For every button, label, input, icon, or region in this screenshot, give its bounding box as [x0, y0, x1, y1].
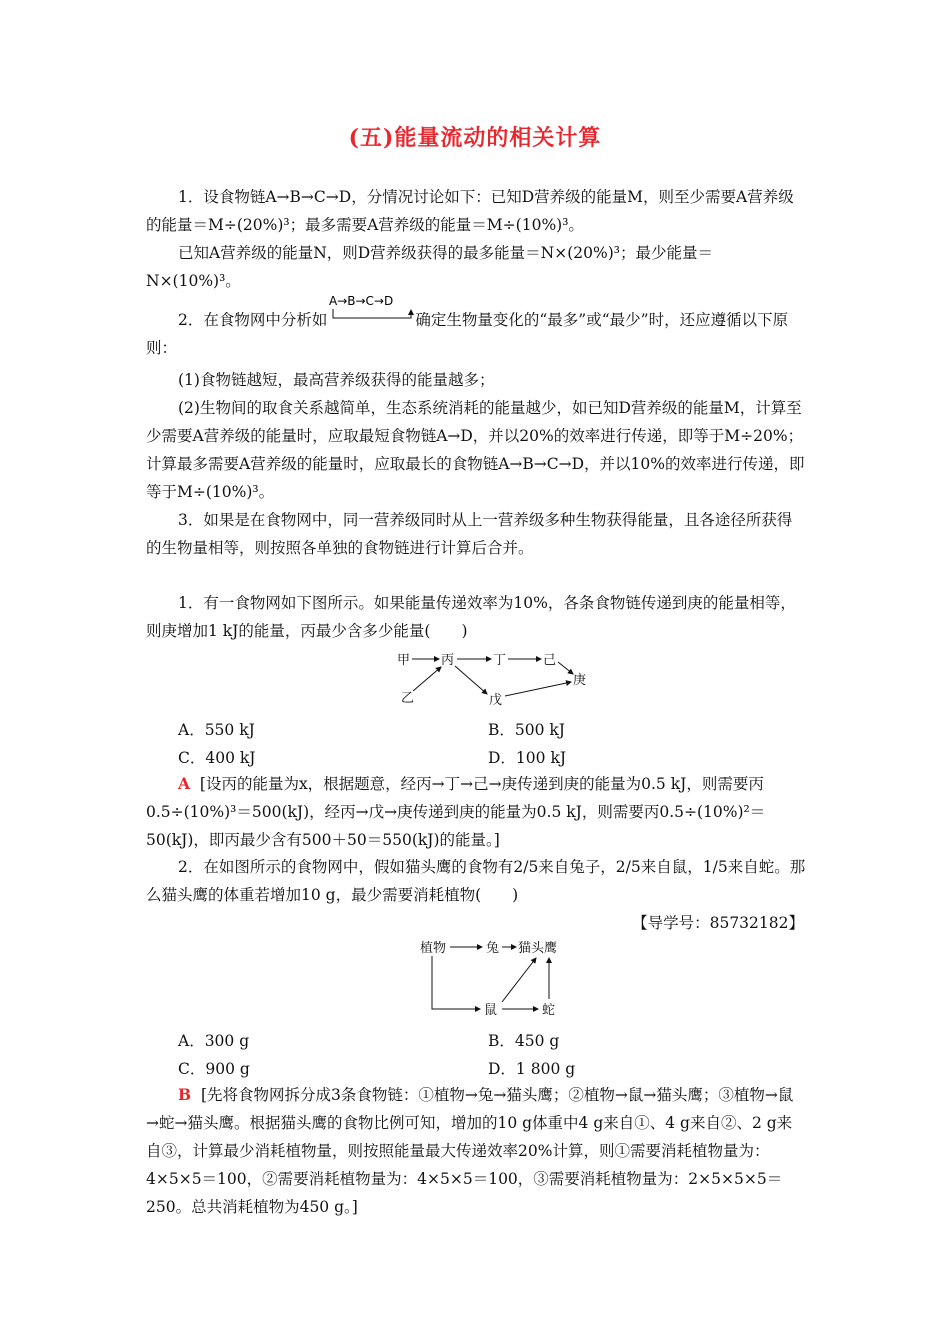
q2-node-mouse: 鼠	[484, 1003, 498, 1018]
rule-2-1: (1)食物链越短，最高营养级获得的能量越多；	[178, 371, 495, 389]
q1-explanation: [设丙的能量为x，根据题意，经丙→丁→己→庚传递到庚的能量为0.5 kJ，则需要丙0.5÷(10%)³＝500(kJ)，经丙→戊→庚传递到庚的能量为0.5 kJ，则需要丙0.5÷(10%)²＝50(kJ)，即丙最少含有500＋50＝550(kJ)的能量。]	[146, 775, 766, 849]
rule-1b: 已知A营养级的能量N，则D营养级获得的最多能量＝N×(20%)³；最少能量＝N×(10%)³。	[146, 244, 713, 290]
page-title: (五)能量流动的相关计算	[348, 125, 602, 151]
q1-node-ji: 己	[543, 653, 557, 668]
q1-food-web-diagram	[395, 648, 595, 708]
q2-option-d: D．1 800 g	[488, 1060, 576, 1078]
abcd-chain-label: A→B→C→D	[329, 294, 394, 308]
q1-answer: A	[178, 774, 191, 793]
rule-2	[146, 294, 806, 362]
rule-2-diagram	[327, 294, 415, 327]
q2-option-a: A．300 g	[178, 1032, 250, 1050]
q2-node-owl: 猫头鹰	[518, 941, 558, 956]
q1-node-bing: 丙	[441, 653, 455, 668]
q1-node-ding: 丁	[493, 653, 507, 668]
q2-answer: B	[178, 1085, 192, 1104]
rule-2-suffix: 确定生物量变化的“最多”或“最少”时，还应遵循以下原则：	[146, 311, 789, 357]
q2-stem: 2．在如图所示的食物网中，假如猫头鹰的食物有2/5来自兔子，2/5来自鼠，1/5来自蛇。那么猫头鹰的体重若增加10 g，最少需要消耗植物( )	[146, 858, 806, 904]
q1-option-c: C．400 kJ	[178, 749, 256, 767]
q2-answer-block	[146, 1081, 806, 1221]
guide-number: 【导学号：85732182】	[632, 914, 804, 932]
rule-2-prefix: 2．在食物网中分析如	[178, 311, 328, 329]
q2-food-web-diagram	[418, 936, 568, 1020]
rule-1a: 1．设食物链A→B→C→D，分情况讨论如下：已知D营养级的能量M，则至少需要A营养级的能量＝M÷(20%)³；最多需要A营养级的能量＝M÷(10%)³。	[146, 188, 794, 234]
q1-answer-block	[146, 770, 806, 854]
q1-stem: 1．有一食物网如下图所示。如果能量传递效率为10%，各条食物链传递到庚的能量相等，则庚增加1 kJ的能量，丙最少含多少能量( )	[146, 594, 796, 640]
q1-node-yi: 乙	[401, 691, 415, 706]
q1-option-d: D．100 kJ	[488, 749, 567, 767]
q1-option-b: B．500 kJ	[488, 721, 566, 739]
q2-node-rabbit: 兔	[486, 941, 500, 956]
rule-3: 3．如果是在食物网中，同一营养级同时从上一营养级多种生物获得能量，且各途径所获得的生物量相等，则按照各单独的食物链进行计算后合并。	[146, 511, 793, 557]
q1-node-wu: 戊	[489, 693, 503, 708]
q2-node-plant: 植物	[420, 941, 447, 956]
q1-node-jia: 甲	[397, 653, 411, 668]
q2-node-snake: 蛇	[542, 1003, 556, 1018]
q2-option-c: C．900 g	[178, 1060, 250, 1078]
rule-2-2: (2)生物间的取食关系越简单，生态系统消耗的能量越少，如已知D营养级的能量M，计算至少需要A营养级的能量时，应取最短食物链A→D，并以20%的效率进行传递，即等于M÷20%；计算最多需要A营养级的能量时，应取最长的食物链A→B→C→D，并以10%的效率进行传递，即等于M÷(10%)³。	[146, 399, 805, 501]
q1-node-geng: 庚	[573, 673, 587, 688]
q1-option-a: A．550 kJ	[178, 721, 255, 739]
q2-option-b: B．450 g	[488, 1032, 560, 1050]
q2-explanation: [先将食物网拆分成3条食物链：①植物→兔→猫头鹰；②植物→鼠→猫头鹰；③植物→鼠→蛇→猫头鹰。根据猫头鹰的食物比例可知，增加的10 g体重中4 g来自①、4 g来自②、2 g来自③，计算最少消耗植物量，则按照能量最大传递效率20%计算，则①需要消耗植物量为：4×5×5＝100，②需要消耗植物量为：4×5×5＝100，③需要消耗植物量为：2×5×5×5＝250。总共消耗植物为450 g。]	[146, 1086, 794, 1216]
abcd-chain-diagram	[327, 293, 415, 323]
